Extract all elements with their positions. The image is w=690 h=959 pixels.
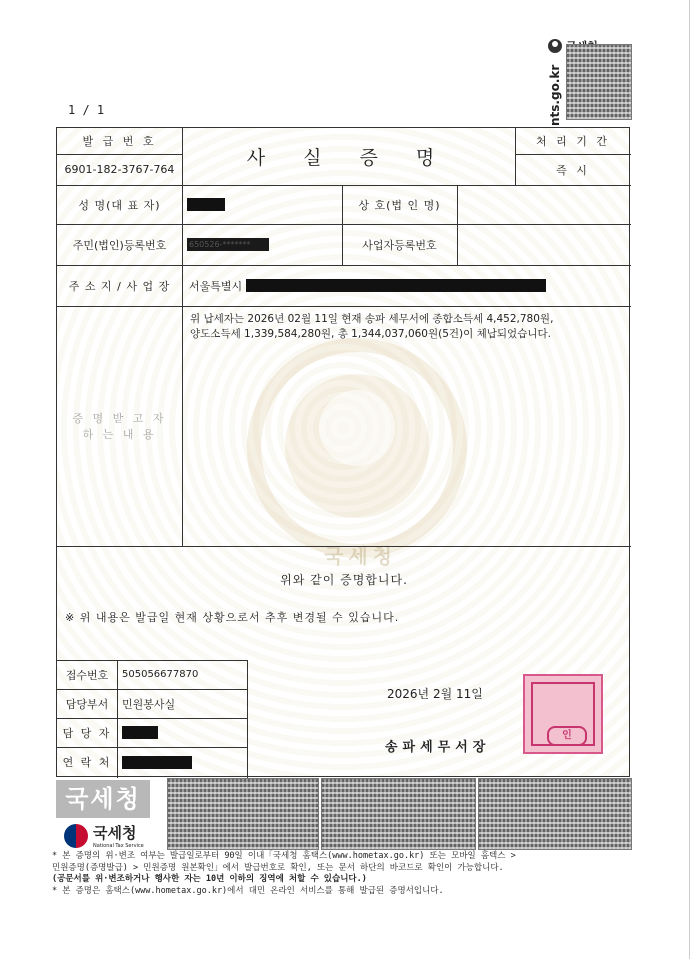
address-value [189,265,629,306]
officer-label: 담 당 자 [62,726,112,740]
page-number: 1 / 1 [68,103,105,117]
watermark-emblem-text: 국세청 [324,544,397,568]
business-reg-label: 사업자등록번호 [362,238,437,252]
seal-mark: 인 [547,726,587,746]
tax-office-name: 송파세무서장 [385,740,491,755]
footer-line-4: * 본 증명은 홈택스(www.hometax.go.kr)에서 대민 온라인 서비스를 통해 발급된 증명서입니다. [52,885,444,896]
resident-number-value [187,224,337,265]
issue-number-label: 발 급 번 호 [82,135,157,148]
receipt-number-label: 접수번호 [65,668,109,682]
content-line-2: 양도소득세 1,339,584,280원, 총 1,344,037,060원(5건)이 체납되었습니다. [190,328,551,340]
content-label [57,306,182,546]
issue-number-value: 6901-182-3767-764 [64,163,175,176]
footer-line-1: * 본 증명의 위·변조 여부는 발급일로부터 90일 이내「국세청 홈택스(www.hometax.go.kr) 또는 모바일 홈텍스 > [52,851,516,861]
redacted-name [187,198,225,211]
certificate-content [190,312,630,342]
nts-emblem-icon [548,39,562,53]
address-label: 주 소 지 / 사 업 장 [68,279,171,293]
nts-bottom-logo [64,822,144,849]
name-label: 성 명(대 표 자) [78,198,161,212]
confirm-statement: 위와 같이 증명합니다. [280,573,408,587]
processing-period-label: 처 리 기 간 [536,135,610,148]
qr-code [566,44,632,120]
change-notice: ※ 위 내용은 발급일 현재 상황으로서 추후 변경될 수 있습니다. [65,611,400,624]
certificate-form [56,127,630,777]
contact-value [122,747,247,777]
nts-bottom-logo-name: 국세청 [93,824,137,842]
content-line-1: 위 납세자는 2026년 02월 11일 현재 송파 세무서에 종합소득세 4,452,780원, [190,313,554,325]
address-city: 서울특별시 [189,279,243,293]
nts-bottom-logo-sub: National Tax Service [93,843,144,849]
taegeuk-icon [64,824,88,848]
footer-line-2: 민원증명(증명발급) > 민원증명 원본확인」에서 발급번호로 확인, 또는 문서 하단의 바코드로 확인이 가능합니다. [52,862,504,873]
content-label-line-2: 하 는 내 용 [82,428,157,441]
issue-date: 2026년 2월 11일 [387,687,483,701]
redacted-contact [122,756,192,769]
redacted-resident-number: 650526-******* [187,238,269,251]
officer-value [122,718,247,747]
department-label: 담당부서 [65,697,109,711]
barcode-1 [167,778,319,850]
document-title: 사 실 증 명 [246,147,451,169]
redacted-address [246,279,546,292]
resident-number-label: 주민(법인)등록번호 [72,238,167,252]
footer-notes [52,851,652,897]
business-name-label: 상 호(법 인 명) [358,198,441,212]
contact-label: 연 락 처 [62,756,112,769]
barcode-2 [321,778,476,850]
official-seal [523,674,603,754]
receipt-number-value: 505056677870 [122,669,199,680]
footer-line-3: (공문서를 위·변조하거나 행사한 자는 10년 이하의 징역에 처할 수 있습니다.) [52,874,367,884]
barcode-3 [478,778,632,850]
department-value: 민원봉사실 [122,697,176,711]
nts-url-text: nts.go.kr [548,64,562,126]
processing-period-value: 즉 시 [556,163,590,177]
watermark-emblem-swirl [319,390,395,466]
name-value [187,185,337,224]
nts-url-vertical [548,56,562,126]
nts-watermark-logo: 국세청 [56,780,150,818]
content-label-line-1: 증 명 받 고 자 [72,412,167,425]
redacted-officer [122,726,158,739]
